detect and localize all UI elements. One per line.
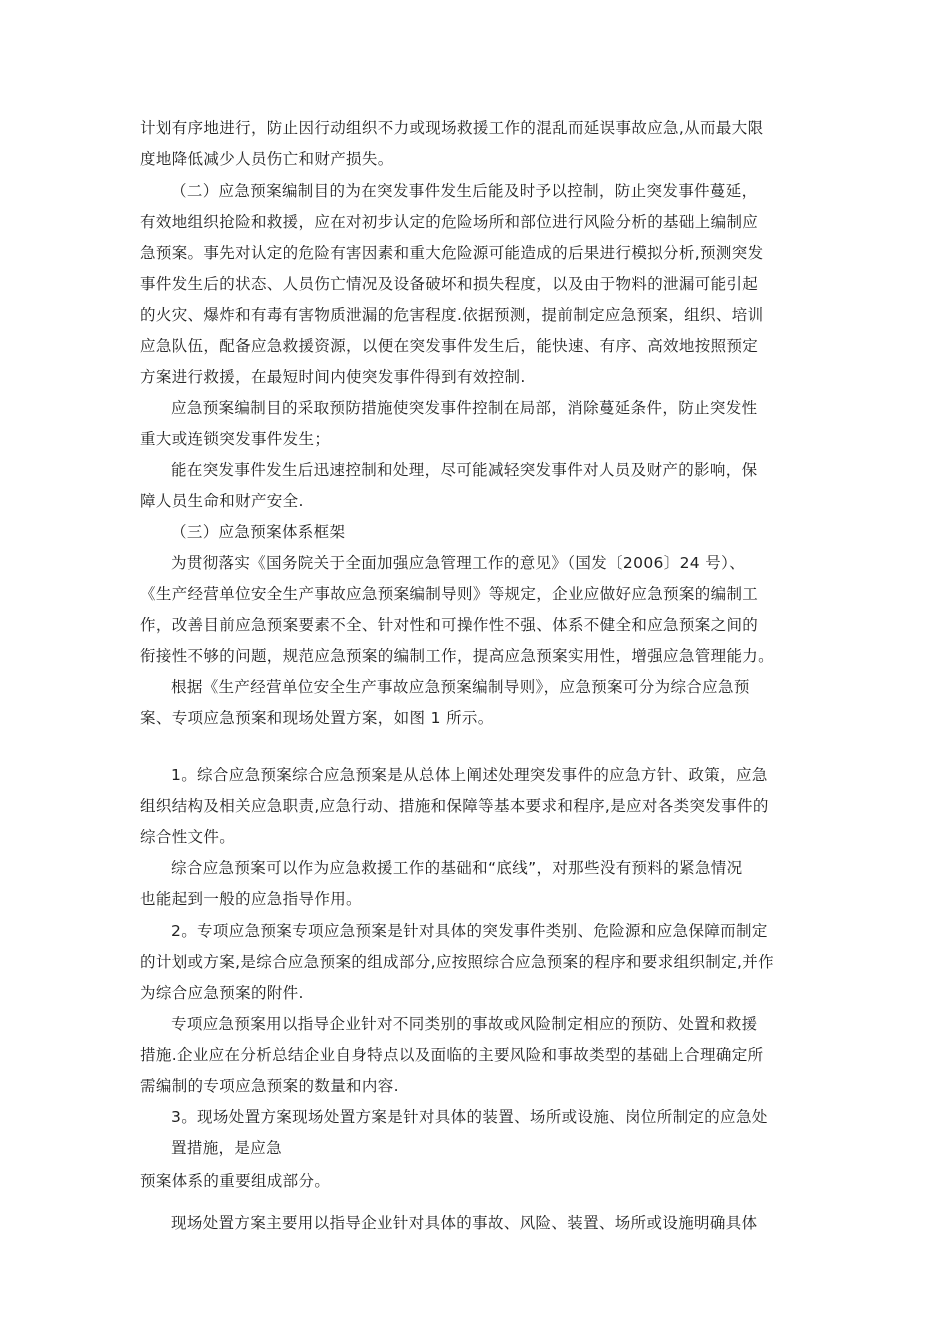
text-line: 需编制的专项应急预案的数量和内容. <box>140 1077 399 1095</box>
text-line: 计划有序地进行，防止因行动组织不力或现场救援工作的混乱而延误事故应急,从而最大限 <box>140 119 764 137</box>
text-line: 衔接性不够的问题，规范应急预案的编制工作，提高应急预案实用性，增强应急管理能力。 <box>140 647 775 665</box>
text-line: 方案进行救援，在最短时间内使突发事件得到有效控制. <box>140 368 526 386</box>
text-line: 有效地组织抢险和救援，应在对初步认定的危险场所和部位进行风险分析的基础上编制应 <box>140 213 759 231</box>
text-line: 急预案。事先对认定的危险有害因素和重大危险源可能造成的后果进行模拟分析,预测突发 <box>140 244 764 262</box>
text-line: 预案体系的重要组成部分。 <box>140 1172 331 1190</box>
text-line: 事件发生后的状态、人员伤亡情况及设备破坏和损失程度，以及由于物料的泄漏可能引起 <box>140 275 759 293</box>
text-line: 能在突发事件发生后迅速控制和处理，尽可能减轻突发事件对人员及财产的影响，保 <box>171 461 758 479</box>
text-line: 置措施，是应急 <box>171 1139 282 1157</box>
text-line: 综合性文件。 <box>140 828 236 846</box>
list-item-2: 2。专项应急预案专项应急预案是针对具体的突发事件类别、危险源和应急保障而制定 <box>171 922 768 940</box>
text-line: 障人员生命和财产安全. <box>140 492 304 510</box>
text-line: 现场处置方案主要用以指导企业针对具体的事故、风险、装置、场所或设施明确具体 <box>171 1214 758 1232</box>
text-line: 案、专项应急预案和现场处置方案，如图 1 所示。 <box>140 709 494 727</box>
text-line: 根据《生产经营单位安全生产事故应急预案编制导则》，应急预案可分为综合应急预 <box>171 678 750 696</box>
list-item-1: 1。综合应急预案综合应急预案是从总体上阐述处理突发事件的应急方针、政策，应急 <box>171 766 768 784</box>
text-line: 应急预案编制目的采取预防措施使突发事件控制在局部，消除蔓延条件，防止突发性 <box>171 399 758 417</box>
text-line: 应急队伍，配备应急救援资源，以便在突发事件发生后，能快速、有序、高效地按照预定 <box>140 337 759 355</box>
text-line: 措施.企业应在分析总结企业自身特点以及面临的主要风险和事故类型的基础上合理确定所 <box>140 1046 764 1064</box>
text-line: 综合应急预案可以作为应急救援工作的基础和“底线”，对那些没有预料的紧急情况 <box>171 859 743 877</box>
list-item-3: 3。现场处置方案现场处置方案是针对具体的装置、场所或设施、岗位所制定的应急处 <box>171 1108 768 1126</box>
text-line: 度地降低减少人员伤亡和财产损失。 <box>140 150 394 168</box>
section-heading-2-paragraph: （二）应急预案编制目的为在突发事件发生后能及时予以控制，防止突发事件蔓延， <box>171 182 758 200</box>
text-line: 作，改善目前应急预案要素不全、针对性和可操作性不强、体系不健全和应急预案之间的 <box>140 616 759 634</box>
text-line: 的计划或方案,是综合应急预案的组成部分,应按照综合应急预案的程序和要求组织制定,并作 <box>140 953 774 971</box>
section-heading-3: （三）应急预案体系框架 <box>171 523 346 541</box>
text-line: 的火灾、爆炸和有毒有害物质泄漏的危害程度.依据预测，提前制定应急预案，组织、培训 <box>140 306 764 324</box>
text-line: 组织结构及相关应急职责,应急行动、措施和保障等基本要求和程序,是应对各类突发事件的 <box>140 797 769 815</box>
text-line: 也能起到一般的应急指导作用。 <box>140 890 362 908</box>
text-line: 为综合应急预案的附件. <box>140 984 304 1002</box>
text-line: 重大或连锁突发事件发生； <box>140 430 331 448</box>
text-line: 为贯彻落实《国务院关于全面加强应急管理工作的意见》（国发〔2006〕24 号）、 <box>171 554 746 572</box>
text-line: 《生产经营单位安全生产事故应急预案编制导则》等规定，企业应做好应急预案的编制工 <box>140 585 759 603</box>
text-line: 专项应急预案用以指导企业针对不同类别的事故或风险制定相应的预防、处置和救援 <box>171 1015 758 1033</box>
